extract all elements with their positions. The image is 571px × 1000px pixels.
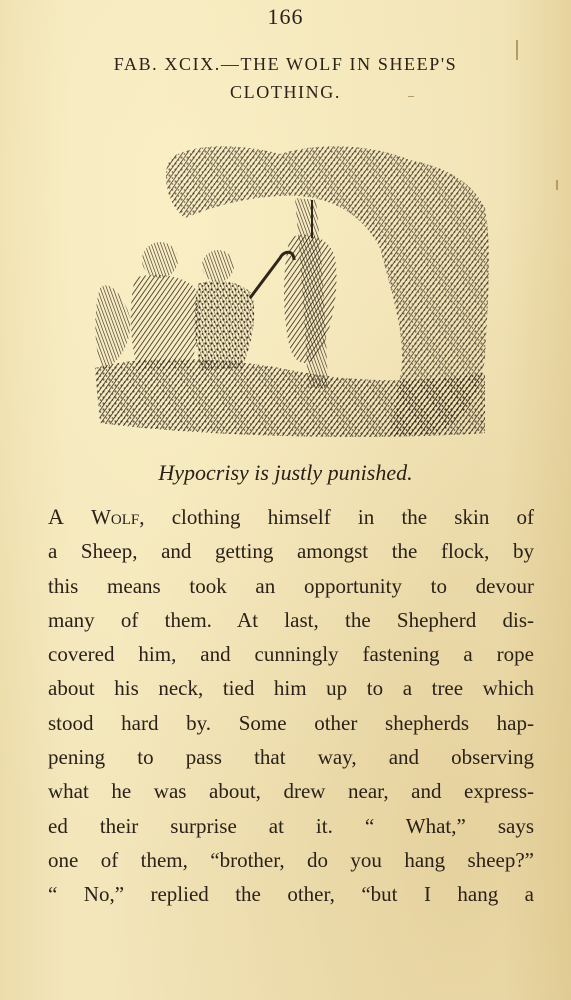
page-edge-mark <box>556 180 558 190</box>
body-line: about his neck, tied him up to a tree which <box>48 676 534 701</box>
body-line: covered him, and cunningly fastening a rope <box>48 642 534 667</box>
body-line: stood hard by. Some other shepherds hap- <box>48 710 534 735</box>
body-line: one of them, “brother, do you hang sheep?” <box>48 847 534 872</box>
opening-word-wolf: Wolf, <box>91 505 145 529</box>
body-line-1-rest: clothing himself in the skin of <box>171 505 535 529</box>
body-line: ed their surprise at it. “ What,” says <box>48 813 534 838</box>
body-line <box>48 500 534 534</box>
page-edge-mark <box>516 40 518 60</box>
body-line: “ No,” replied the other, “but I hang a <box>48 882 534 907</box>
fable-body-text <box>48 500 534 912</box>
opening-word-a: A <box>48 504 64 529</box>
fable-title <box>40 50 531 106</box>
page-edge-mark <box>408 96 414 97</box>
body-line: many of them. At last, the Shepherd dis- <box>48 607 534 632</box>
body-line: what he was about, drew near, and express- <box>48 779 534 804</box>
body-line: this means took an opportunity to devour <box>48 573 534 598</box>
fable-title-line-1: FAB. XCIX.—THE WOLF IN SHEEP'S <box>113 54 458 74</box>
woodcut-illustration <box>90 138 495 440</box>
fable-title-line-2: CLOTHING. <box>230 82 341 102</box>
fable-motto: Hypocrisy is justly punished. <box>158 460 413 485</box>
body-line: a Sheep, and getting amongst the flock, by <box>48 539 534 564</box>
page-number: 166 <box>267 4 304 29</box>
body-line: pening to pass that way, and observing <box>48 745 534 770</box>
